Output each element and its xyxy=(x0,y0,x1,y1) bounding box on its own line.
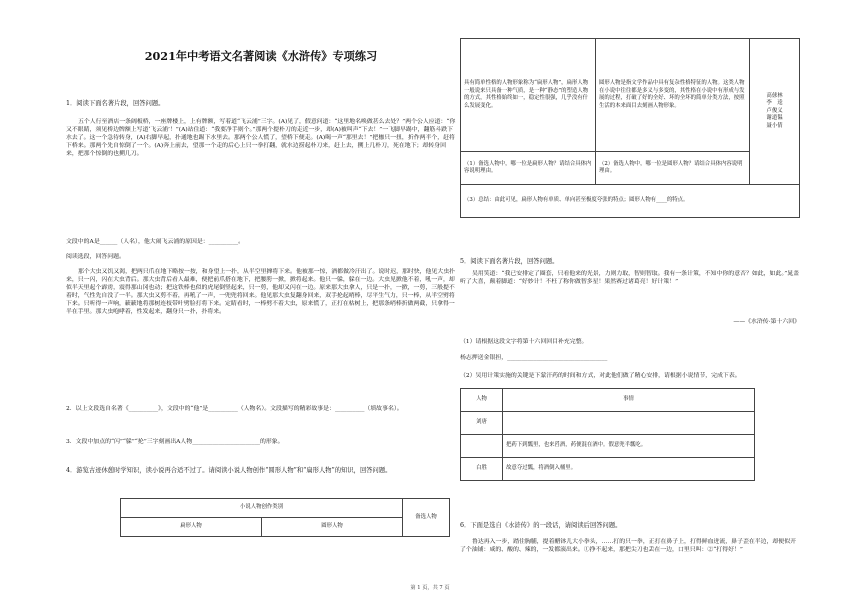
q5-sub1-blank: 杨志押送金银担，__________________________________ xyxy=(460,355,608,361)
round-desc: 圆形人物是指文学作品中具有复杂性格特征的人物。这类人物在小说中往往都是多义与多变的，其性格在小说中有形成与发展的过程，打破了好的全好、坏的全坏的简单分类方法，按照生活的本来面目去刻画人物形象。 xyxy=(595,39,749,152)
page-footer: 第 1 页，共 7 页 xyxy=(410,585,450,591)
q1-sub1: 文段中的A是______（人名），他大闹飞云浦的原因是：__________。 xyxy=(66,239,245,245)
q4-category-table xyxy=(120,498,450,537)
row2-person xyxy=(461,435,503,458)
people-list xyxy=(750,39,800,185)
q1-heading: 1．阅读下面名著片段，回答问题。 xyxy=(66,100,165,107)
person-4: 谢道韫 xyxy=(766,115,783,122)
page-title: 2021年中考语文名著阅读《水浒传》专项练习 xyxy=(144,49,378,63)
q4-heading: 4．游览古迹休憩时学知识，读小说再合适不过了。请阅读小说人物创作“圆形人物”和“扁形人物”的知识，回答问题。 xyxy=(66,467,392,474)
row2-event: 把药下到瓢里，也来舀酒，药便混在酒中。假意兜半瓢吃。 xyxy=(503,435,755,458)
q3-text: 3．文段中加点的“闪”“躲”“抡”三字刻画出A人物_______________________的形象。 xyxy=(66,439,284,445)
q5-sub1: （1）请根据这段文字将第十六回回目补充完整。 xyxy=(460,339,588,345)
q4-desc-table xyxy=(460,38,800,218)
person-1: 高俅林 xyxy=(766,92,783,99)
row1-person: 刘唐 xyxy=(461,412,503,435)
col-round: 圆形人物 xyxy=(262,518,403,537)
th-person: 人物 xyxy=(461,389,503,412)
q5-sub2: （2）吴用计策实施的关键是下蒙汗药的时间和方式，对此他们做了精心安排，请根据小说情节，完成下表。 xyxy=(460,373,741,379)
q5-passage: 吴用笑道：“我已安排定了圈套，只看他来的光景，力则力取，智则智取。我有一条计策，不知中你的意否？如此，如此。”晁盖听了大喜，颠着脚道：“好妙计！不枉了称你做智多星！果然赛过诸葛亮！好计策！” xyxy=(460,271,800,285)
q2-text: 2．以上文段选自名著《__________》，文段中的“他”是__________（人物名）。文段描写的精彩故事是：__________（填故事名）。 xyxy=(66,406,403,412)
q6-heading: 6．下面是选自《水浒传》的一段话，请阅读后回答问题。 xyxy=(460,522,622,529)
q5-source: ——《水浒传·第十六回》 xyxy=(733,319,800,325)
th-event: 事情 xyxy=(503,389,755,412)
q1-sub2: 阅读选段，回答问题。 xyxy=(66,254,125,260)
table-header: 小说人物创作类别 xyxy=(121,499,403,518)
person-5: 聂小倩 xyxy=(766,122,783,129)
row3-event: 故意夺过瓢，将酒倒入桶里。 xyxy=(503,458,755,481)
sub2: （2）备选人物中，哪一位是圆形人物？请结合具体内容说明理由。 xyxy=(595,152,749,185)
person-2: 李 逵 xyxy=(766,100,783,107)
q5-table xyxy=(460,388,755,481)
q6-passage: 鲁达再入一步，踏住胸脯，提着醋钵儿大小拳头，……打的只一拳，正打在鼻子上，打得鲜血迸流，鼻子歪在半边，却便似开了个油铺：咸的、酸的、辣的，一发都滚出来。①挣不起来，那把尖刀也丢在一边，口里只叫：②“打得好！” xyxy=(460,539,796,553)
row1-event xyxy=(503,412,755,435)
q1-passage2: 那个大虫又饥又渴，把两只爪在地下略按一按，和身望上一扑，从半空里撺将下来。他被那一惊，酒都做冷汗出了。说时迟，那时快，他见大虫扑来，只一闪，闪在大虫背后。那大虫背后看人最难，便把前爪搭在地下，把腰胯一掀，掀将起来。他只一躲，躲在一边。大虫见掀他不着，吼一声，却似半天里起个霹雳，震得那山冈也动；把这铁棒也似的虎尾倒竖起来，只一剪，他却又闪在一边。原来那大虫拿人，只是一扑，一掀，一剪，三般提不着时，气性先自没了一半。那大虫又剪不着，再吼了一声，一兜兜将回来。他见那大虫复翻身回来，双手抡起哨棒，尽平生气力，只一棒，从半空劈将下来。只听得一声响，簌簌地将那树连枝带叶劈脸打将下来。定睛看时，一棒劈不着大虫，原来慌了，正打在枯树上，把那条哨棒折做两截，只拿得一半在手里。那大虫咆哮着，性发起来，翻身只一扑，扑将来。 xyxy=(66,269,455,315)
col-flat: 扁形人物 xyxy=(121,518,262,537)
table-pick-header: 备选人物 xyxy=(403,499,450,537)
q1-passage: 五个人行至酒店一条阔板桥，一座牌楼上，上有牌额，写着道“飞云浦”三字。(A)见了，假意问道：“这里地名唤做甚么去处？”两个公人应道：“你又不眼睛，须见桥边牌额上写道‘飞云浦’！”(A)站住道：“我要净手则个。”那两个提朴刀的走近一步，却(A)被叫声“下去！”一飞脚早踢中，翻筋斗跌下水去了。这一个急待转身，(A)右脚早起，扑通地也踢下水里去。那两个公人慌了，望桥下便走。(A)喝一声“那里去！”把枷只一扭，折作两半个，赶将下桥来。那两个先自惊倒了一个。(A)奔上前去，望那一个走的后心上只一拳打翻，就水边捞起朴刀来，赶上去，搠上几朴刀，死在地下；却转身回来，把那个惊倒的也搠几刀。 xyxy=(66,119,456,157)
row3-person: 白胜 xyxy=(461,458,503,481)
sub3: （3）总结：由此可见，扁形人物有单质、单向甚至极度夸张的特点；圆形人物有____的特点。 xyxy=(461,185,800,218)
q5-heading: 5．阅读下面名著片段，回答问题。 xyxy=(460,258,559,265)
flat-desc: 具有简单性格的人物形象称为“扁形人物”，扁形人物一般说来只具备一种气质，是一种“静态”的塑造人物的方式，其性格始终如一，稳定性很强，几乎没有什么发展变化。 xyxy=(461,39,596,152)
sub1: （1）备选人物中，哪一位是扁形人物？请结合具体内容说明理由。 xyxy=(461,152,596,185)
person-3: 卢俊义 xyxy=(766,107,783,114)
